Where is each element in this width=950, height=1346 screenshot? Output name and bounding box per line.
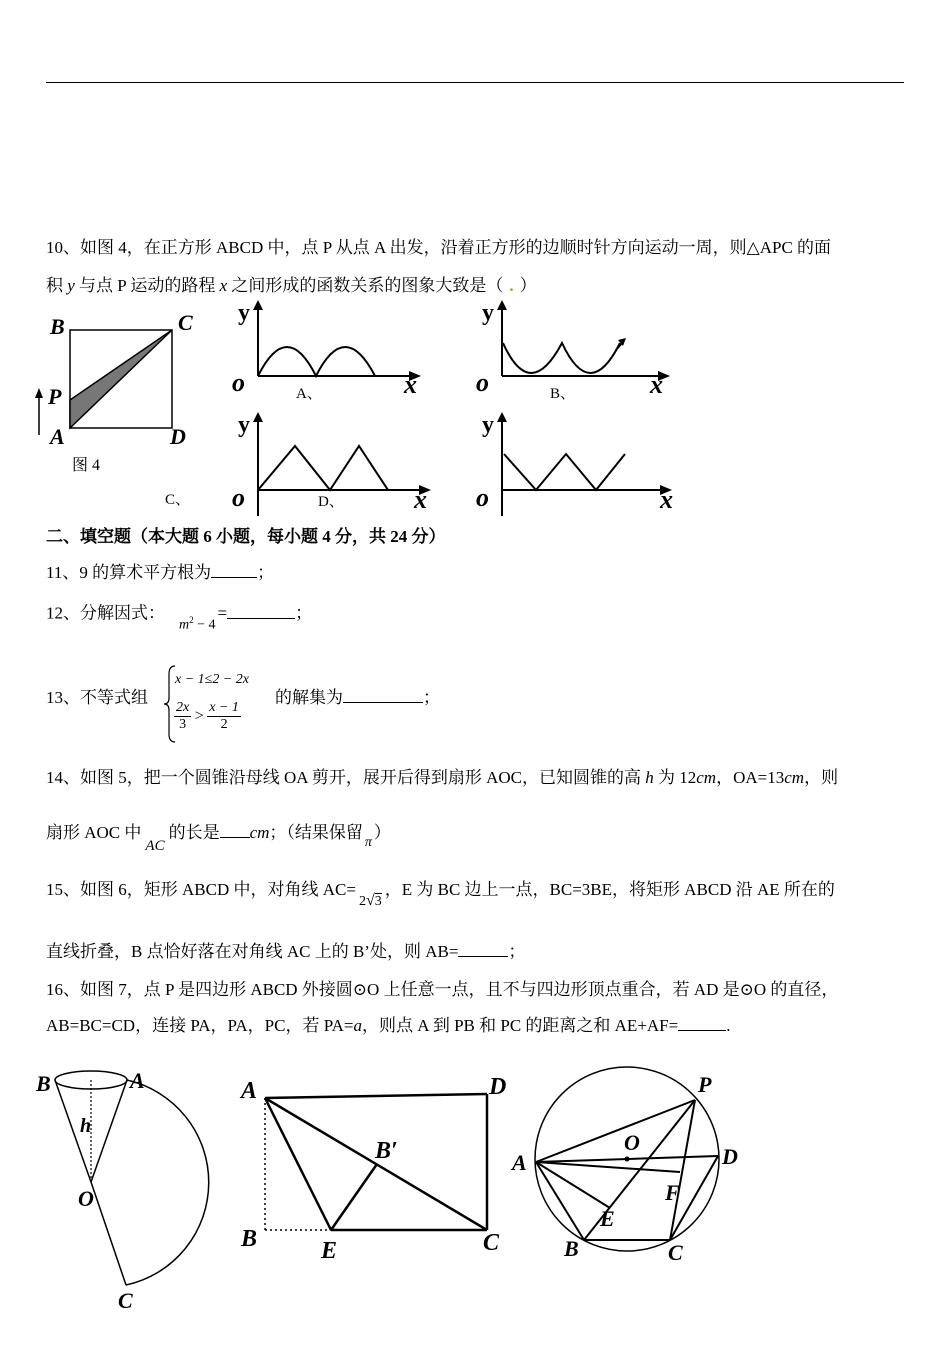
graphD-y-label: y [482, 412, 494, 438]
graph-option-B [470, 298, 685, 408]
graphA-x-label: x [404, 370, 417, 399]
fig4-label-B: B [50, 314, 65, 339]
fig7-label-O: O [624, 1130, 640, 1155]
figure-7 [510, 1060, 760, 1270]
q13-row2: $\frac{2x}{3}$ > $\frac{x - 1}{2}$ [176, 700, 239, 732]
fig5-label-C: C [118, 1288, 133, 1313]
graphD-origin-label: o [476, 483, 489, 512]
graphB-y-label: y [482, 300, 494, 326]
graphB-x-label: x [650, 370, 663, 399]
section-2-heading: 二、填空题（本大题 6 小题，每小题 4 分，共 24 分） [46, 527, 446, 546]
fig7-label-E: E [600, 1206, 615, 1231]
fig7-label-D: D [722, 1144, 738, 1169]
q13-row1: x − 1≤2 − 2x [175, 672, 250, 687]
fig4-label-A: A [50, 424, 65, 449]
q12: 12、分解因式：$m^2 - 4=$ ； [46, 603, 313, 633]
figure-6 [235, 1064, 515, 1264]
graphA-origin-label: o [232, 368, 245, 397]
fig7-label-A: A [512, 1150, 527, 1175]
q16-line2: AB=BC=CD，连接 PA，PA，PC，若 PA=a，则点 A 到 PB 和 PC 的距离之和 AE+AF= . [46, 1016, 731, 1035]
fig4-label-C: C [178, 310, 193, 335]
graphC-y-label: y [238, 412, 250, 438]
graphC-origin-label: o [232, 483, 245, 512]
fig4-label-P: P [48, 384, 62, 409]
q11: 11、9 的算术平方根为 ； [46, 563, 275, 582]
q14-line1: 14、如图 5，把一个圆锥沿母线 OA 剪开，展开后得到扇形 AOC，已知圆锥的高 h 为 12cm，OA=13cm，则 [46, 768, 839, 787]
fig5-label-A: A [130, 1068, 145, 1093]
fig4-label-D: D [170, 424, 186, 449]
fig6-label-D: D [489, 1074, 507, 1100]
fig4-caption: 图 4 [72, 457, 101, 474]
fig5-label-O: O [78, 1186, 94, 1211]
q13-label: 13、不等式组 [46, 688, 148, 707]
graphC-option-label: C、 [165, 492, 191, 508]
graph-option-C [226, 408, 446, 518]
graphD-x-label: x [660, 485, 673, 514]
fig7-label-F: F [665, 1180, 680, 1205]
fig6-label-E: E [321, 1238, 338, 1264]
fig6-label-Bprime: B′ [375, 1138, 398, 1164]
graphB-origin-label: o [476, 368, 489, 397]
q15-line2: 直线折叠，B 点恰好落在对角线 AC 上的 B’处，则 AB= ； [46, 942, 526, 961]
figure-5 [30, 1060, 220, 1320]
fig6-label-C: C [483, 1230, 500, 1256]
figure-4 [30, 310, 210, 480]
q10-line1: 10、如图 4，在正方形 ABCD 中，点 P 从点 A 出发，沿着正方形的边顺时针方向运动一周，则△APC 的面 [46, 238, 832, 257]
q15-line1: 15、如图 6，矩形 ABCD 中，对角线 AC=2√3，E 为 BC 边上一点，BC=3BE，将矩形 ABCD 沿 AE 所在的 [46, 880, 835, 909]
graphD-option-label: D、 [318, 494, 344, 510]
graphA-option-label: A、 [296, 386, 322, 402]
q14-line2: 扇形 AOC 中AC的长是 cm；（结果保留π） [46, 823, 391, 854]
graphB-option-label: B、 [550, 386, 576, 402]
header-rule [46, 82, 904, 83]
graphA-y-label: y [238, 300, 250, 326]
q10-line2: 积 y 与点 P 运动的路程 x 之间形成的函数关系的图象大致是（ . ） [46, 276, 537, 295]
q16-line1: 16、如图 7，点 P 是四边形 ABCD 外接圆⊙O 上任意一点，且不与四边形顶点重合，若 AD 是⊙O 的直径， [46, 980, 839, 999]
fig6-label-B: B [241, 1226, 258, 1252]
fig6-label-A: A [241, 1078, 258, 1104]
graphC-x-label: x [414, 485, 427, 514]
fig5-label-h: h [80, 1115, 92, 1137]
graph-option-A [226, 298, 436, 408]
q13-answer: 的解集为 ； [275, 688, 440, 707]
fig5-label-B: B [36, 1071, 51, 1096]
graph-option-D [470, 408, 685, 518]
fig7-label-P: P [698, 1072, 712, 1097]
fig7-label-C: C [668, 1240, 683, 1265]
fig7-label-B: B [564, 1236, 579, 1261]
